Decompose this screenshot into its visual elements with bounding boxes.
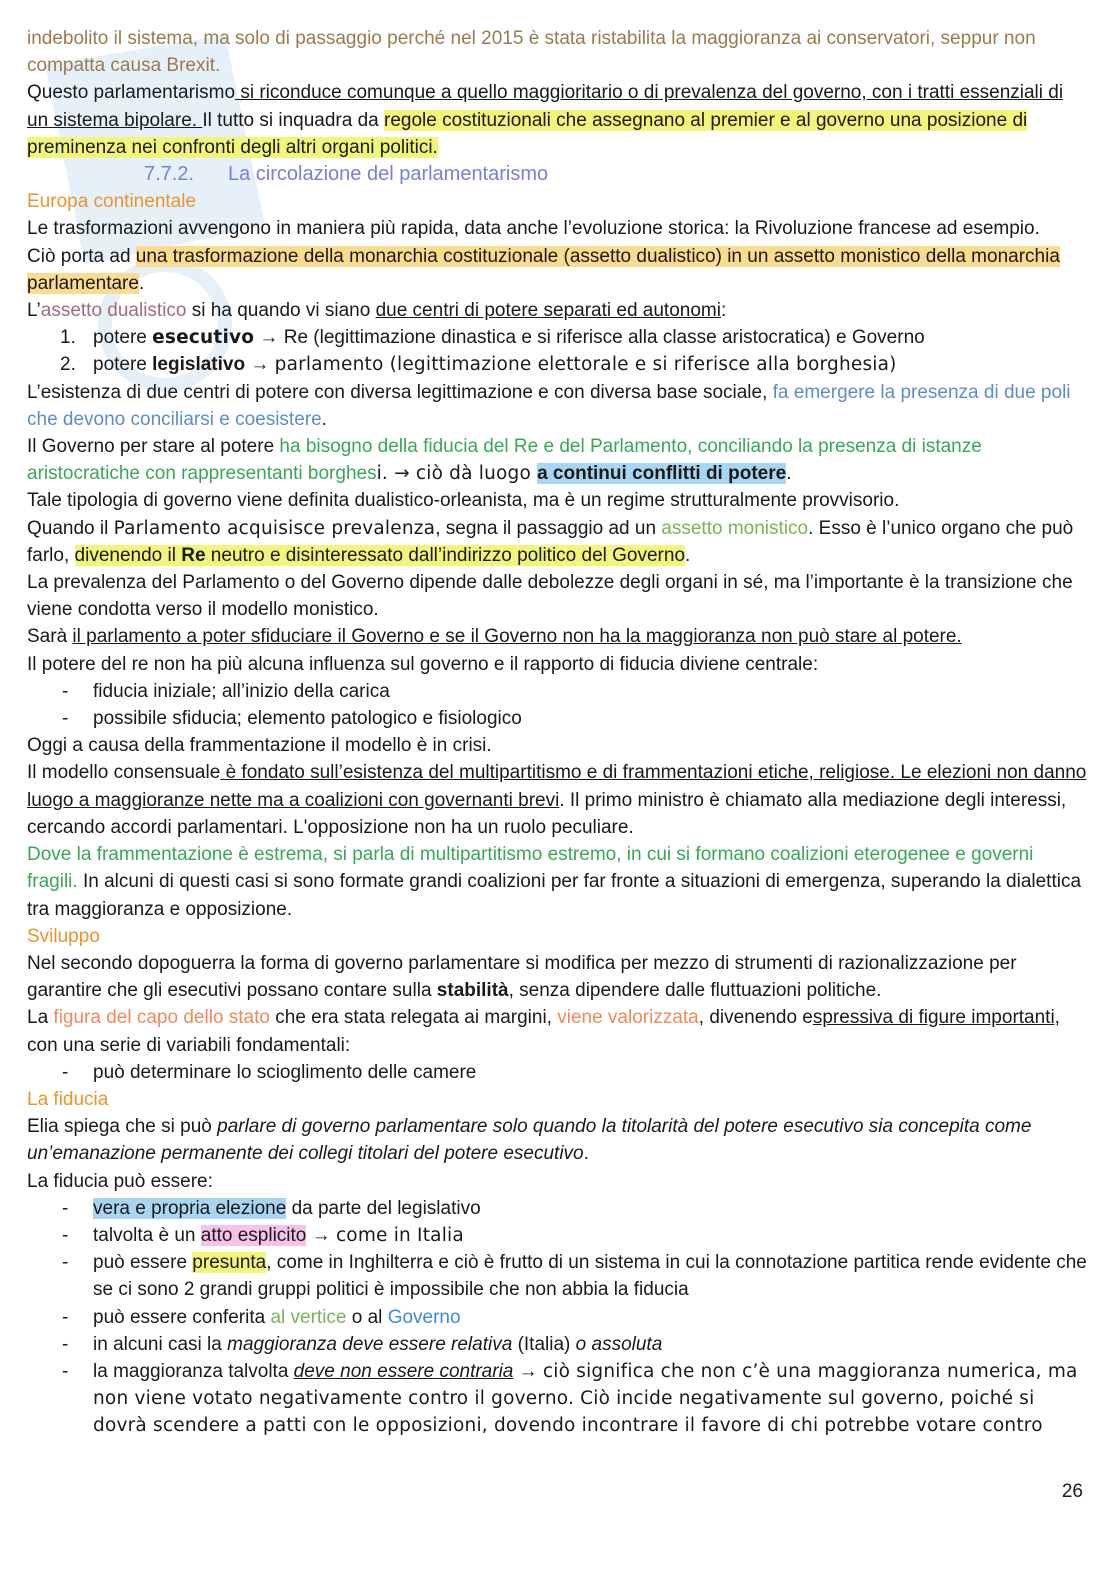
paragraph-monarchia: Ciò porta ad una trasformazione della monarchia costituzionale (assetto dualistico) in un assetto monistico della monarchia parlamentare.	[27, 245, 1060, 294]
paragraph-prevalenza: La prevalenza del Parlamento o del Governo dipende dalle debolezze degli organi in sé, ma l’importante è la transizione che viene condotta verso il modello monistico.	[27, 572, 1073, 621]
paragraph-parlamentarismo: Questo parlamentarismo si riconduce comunque a quello maggioritario o di prevalenza del governo, con i tratti essenziali di un sistema bipolare. Il tutto si inquadra da regole costituzionali che assegnano al premier e al governo una posizione di preminenza nei confronti degli altri organi politici.	[27, 82, 1064, 158]
list-item: - vera e propria elezione da parte del legislativo	[62, 1197, 481, 1219]
paragraph-elia: Elia spiega che si può parlare di governo parlamentare solo quando la titolarità del potere esecutivo sia concepita come un’emanazione permanente dei collegi titolari del potere esecutivo.	[27, 1116, 1032, 1165]
paragraph-consensuale: Il modello consensuale è fondato sull’esistenza del multipartitismo e di frammentazioni etiche, religiose. Le elezioni non danno luogo a maggioranze nette ma a coalizioni con governanti brevi. Il primo ministro è chiamato alla mediazione degli interessi, cercando accordi parlamentari. L'opposizione non ha un ruolo peculiare.	[27, 762, 1087, 838]
section-heading: 7.7.2. La circolazione del parlamentarismo	[144, 163, 549, 186]
subheading-sviluppo: Sviluppo	[27, 925, 100, 947]
paragraph-dopoguerra: Nel secondo dopoguerra la forma di governo parlamentare si modifica per mezzo di strumenti di razionalizzazione per garantire che gli esecutivi possano contare sulla stabilità, senza dipendere dalle fluttuazioni politiche.	[27, 952, 1017, 1002]
list-item: - può determinare lo scioglimento delle camere	[62, 1061, 477, 1083]
document-page	[27, 25, 1089, 1440]
list-item: - in alcuni casi la maggioranza deve essere relativa (Italia) o assoluta	[62, 1333, 663, 1355]
paragraph-trasformazioni: Le trasformazioni avvengono in maniera più rapida, data anche l’evoluzione storica: la Rivoluzione francese ad esempio.	[27, 218, 1040, 240]
page-number: 26	[1061, 1481, 1083, 1502]
list-item: - può essere presunta, come in Inghilterra e ciò è frutto di un sistema in cui la connotazione partitica rende evidente che se ci sono 2 grandi gruppi politici è impossibile che non abbia la fiducia	[62, 1252, 1087, 1301]
paragraph-capo-stato: La figura del capo dello stato che era stata relegata ai margini, viene valorizzata, divenendo espressiva di figure importanti, con una serie di variabili fondamentali:	[27, 1007, 1060, 1056]
list-item: - possibile sfiducia; elemento patologico e fisiologico	[62, 708, 522, 730]
list-item: - la maggioranza talvolta deve non essere contraria → ciò significa che non c’è una maggioranza numerica, ma non viene votato negativamente contro il governo. Ciò incide negativamente sul governo, poiché si dovrà scendere a patti con le opposizioni, dovendo incontrare il favore di chi potrebbe votare contro	[62, 1360, 1078, 1437]
paragraph-frammentazione: Dove la frammentazione è estrema, si parla di multipartitismo estremo, in cui si formano coalizioni eterogenee e governi fragili. In alcuni di questi casi si sono formate grandi coalizioni per far fronte a situazioni di emergenza, superando la dialettica tra maggioranza e opposizione.	[27, 844, 1082, 920]
paragraph-monistico: Quando il Parlamento acquisisce prevalenza, segna il passaggio ad un assetto monistico. Esso è l’unico organo che può farlo, divenendo il Re neutro e disinteressato dall’indirizzo politico del Governo.	[27, 517, 1074, 566]
list-item: - fiducia iniziale; all’inizio della carica	[62, 680, 390, 702]
list-item: - può essere conferita al vertice o al Governo	[62, 1306, 461, 1328]
list-item: - talvolta è un atto esplicito → come in Italia	[62, 1224, 464, 1246]
subheading-fiducia: La fiducia	[27, 1088, 109, 1110]
list-item: 1. potere esecutivo → Re (legittimazione dinastica e si riferisce alla classe aristocratica) e Governo	[60, 327, 925, 349]
paragraph-potere-re: Il potere del re non ha più alcuna influenza sul governo e il rapporto di fiducia diviene centrale:	[27, 653, 819, 675]
paragraph-tipologia: Tale tipologia di governo viene definita dualistico-orleanista, ma è un regime strutturalmente provvisorio.	[27, 490, 900, 512]
subheading-europa: Europa continentale	[27, 191, 197, 213]
paragraph-governo-potere: Il Governo per stare al potere ha bisogno della fiducia del Re e del Parlamento, conciliando la presenza di istanze aristocratiche con rappresentanti borghesi. → ciò dà luogo a continui conflitti di potere.	[27, 436, 982, 485]
paragraph-sfiducia: Sarà il parlamento a poter sfiduciare il Governo e se il Governo non ha la maggioranza non può stare al potere.	[27, 626, 962, 648]
list-item: 2. potere legislativo → parlamento (legittimazione elettorale e si riferisce alla borghesia)	[60, 354, 897, 376]
paragraph-fiducia-intro: La fiducia può essere:	[27, 1170, 213, 1192]
paragraph-continuation: indebolito il sistema, ma solo di passaggio perché nel 2015 è stata ristabilita la maggioranza ai conservatori, seppur non compatta causa Brexit.	[27, 28, 1036, 77]
paragraph-esistenza: L’esistenza di due centri di potere con diversa legittimazione e con diversa base sociale, fa emergere la presenza di due poli che devono conciliarsi e coesistere.	[27, 381, 1071, 430]
paragraph-crisi: Oggi a causa della frammentazione il modello è in crisi.	[27, 735, 492, 757]
paragraph-dualistico: L’assetto dualistico si ha quando vi siano due centri di potere separati ed autonomi:	[27, 300, 727, 322]
